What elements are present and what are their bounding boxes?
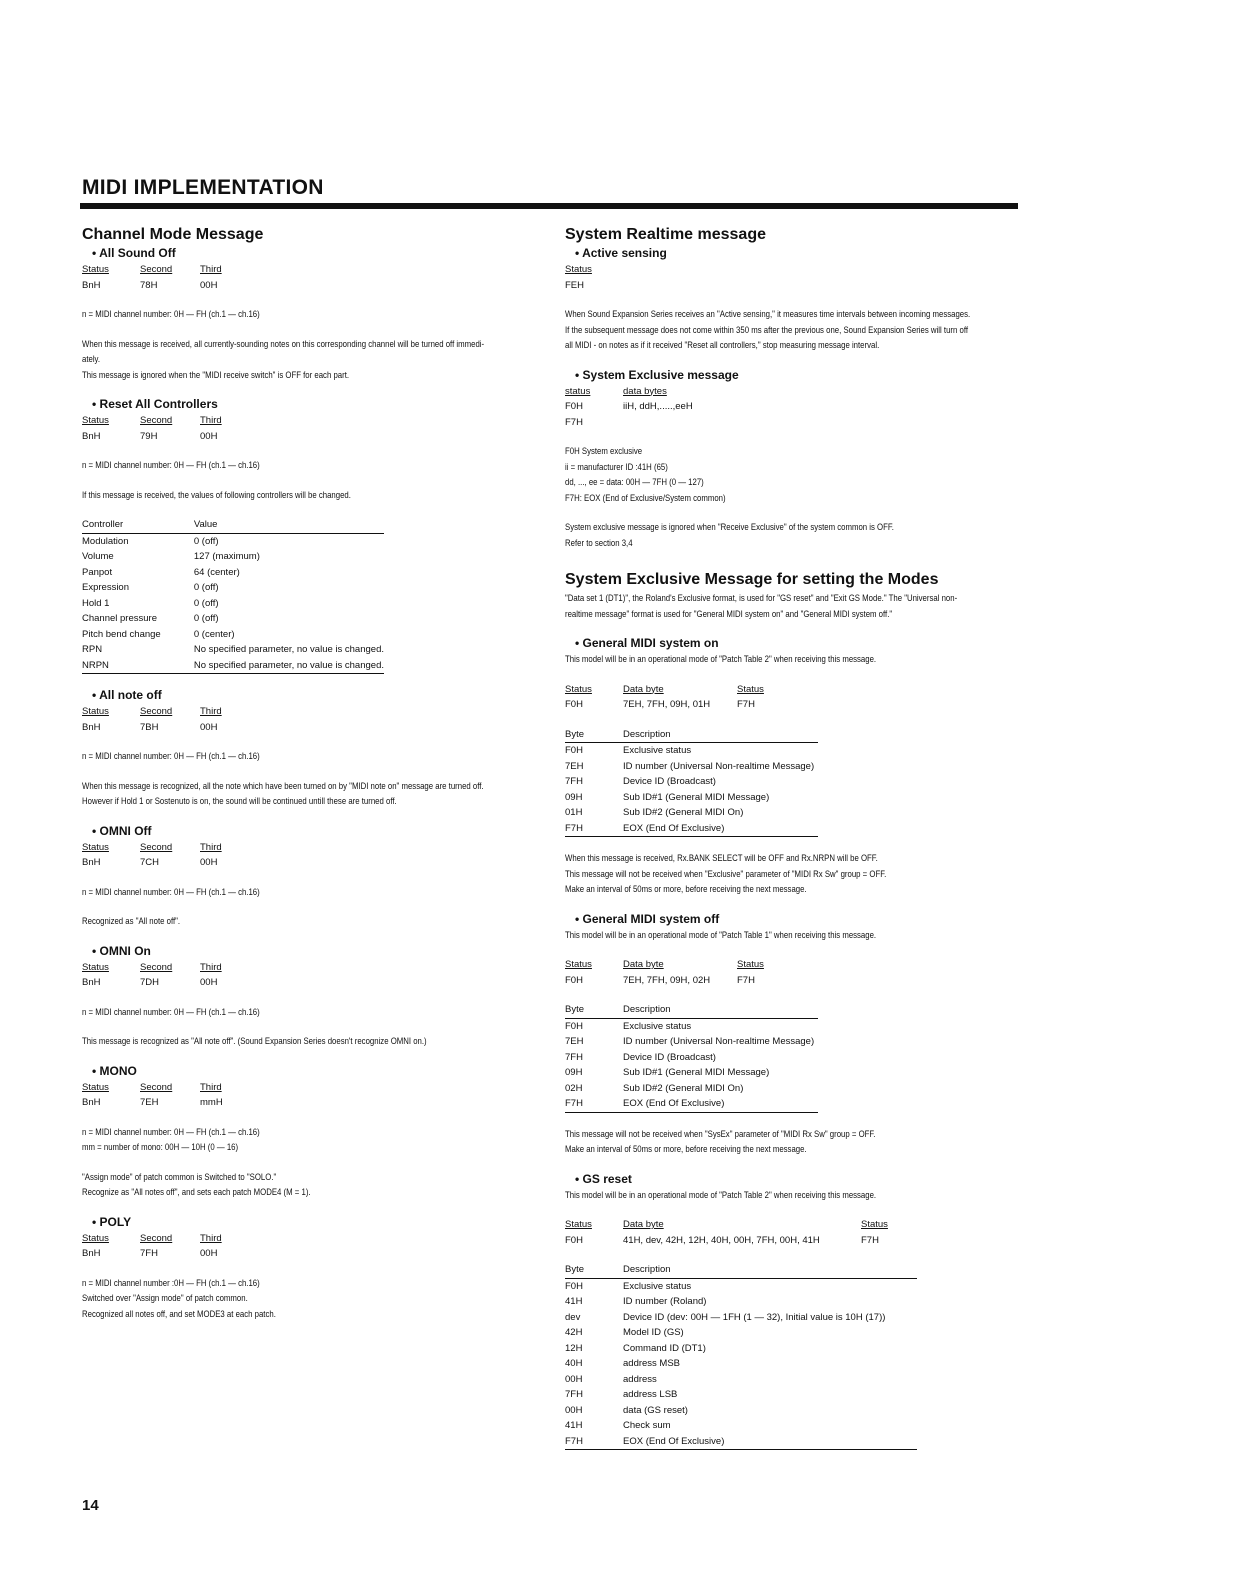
value-status: BnH: [82, 977, 101, 988]
value-second: 7BH: [140, 721, 159, 733]
col-status: Status: [737, 683, 764, 695]
value-third: mmH: [200, 1097, 223, 1108]
table-row: F0H Exclusive status: [565, 1280, 692, 1292]
col-data-byte: Data byte: [623, 959, 664, 970]
col-value: Value: [194, 517, 384, 533]
gm-on-message-table: [565, 682, 764, 713]
table-row: 42H Model ID (GS): [565, 1327, 684, 1338]
table-row: 09H Sub ID#1 (General MIDI Message): [565, 1067, 770, 1078]
mono-table: [82, 1080, 223, 1111]
value-second: 7DH: [140, 977, 160, 988]
value-status: BnH: [82, 1248, 101, 1259]
poly-table: [82, 1231, 222, 1262]
col-description: Description: [623, 1002, 818, 1018]
col-byte: Byte: [565, 1002, 623, 1018]
col-byte: Byte: [565, 727, 623, 743]
gm-off-message-table: [565, 957, 764, 988]
table-row: 7FH Device ID (Broadcast): [565, 776, 716, 787]
gm-off-title: • General MIDI system off: [575, 911, 720, 926]
channel-note: n = MIDI channel number: 0H — FH (ch.1 — ch.16): [82, 751, 260, 762]
value-third: 00H: [200, 430, 218, 442]
page-title: MIDI IMPLEMENTATION: [82, 176, 324, 199]
paragraph: This model will be in an operational mode of "Patch Table 1" when receiving this message.: [565, 929, 877, 941]
value-status: F7H: [737, 699, 755, 710]
reset-all-controllers-table: [82, 413, 222, 444]
paragraph: Recognized all notes off, and set MODE3 at each patch.: [82, 1308, 276, 1320]
col-third: Third: [200, 706, 222, 717]
col-second: Second: [140, 1081, 173, 1093]
omni-on-table: [82, 960, 222, 991]
table-row: 00H address: [565, 1373, 657, 1385]
channel-mode-heading: Channel Mode Message: [82, 226, 264, 243]
col-third: Third: [200, 1081, 222, 1093]
table-row: 02H Sub ID#2 (General MIDI On): [565, 1082, 744, 1094]
value-third: 00H: [200, 1248, 218, 1259]
col-data-byte: Data byte: [623, 1219, 664, 1230]
title-rule: [80, 203, 1018, 209]
legend-line: F0H System exclusive: [565, 446, 643, 457]
col-description: Description: [623, 1262, 917, 1278]
col-third: Third: [200, 841, 222, 853]
modes-heading: System Exclusive Message for setting the Modes: [565, 571, 939, 588]
paragraph: "Assign mode" of patch common is Switched to "SOLO.": [82, 1171, 277, 1183]
table-row: 09H Sub ID#1 (General MIDI Message): [565, 791, 770, 803]
mono-title: • MONO: [92, 1063, 137, 1078]
reset-all-controllers-title: • Reset All Controllers: [92, 397, 218, 411]
paragraph: When this message is recognized, all the note which have been turned on by "MIDI note on" message are turned off.: [82, 780, 484, 792]
value-third: 00H: [200, 977, 218, 988]
col-status: Status: [82, 1081, 109, 1093]
col-second: Second: [140, 841, 173, 853]
paragraph: When Sound Expansion Series receives an "Active sensing," it measures time intervals between incoming messages.: [565, 309, 971, 320]
table-row: 12H Command ID (DT1): [565, 1342, 706, 1354]
paragraph: This model will be in an operational mode of "Patch Table 2" when receiving this message.: [565, 1189, 877, 1201]
table-row: Expression 0 (off): [82, 582, 219, 593]
value-status: F0H: [565, 699, 583, 710]
left-column: [82, 226, 537, 1322]
sysex-title: • System Exclusive message: [575, 367, 739, 382]
paragraph: This message is ignored when the "MIDI receive switch" is OFF for each part.: [82, 369, 350, 381]
col-status: Status: [82, 841, 109, 853]
table-row: 41H Check sum: [565, 1420, 671, 1431]
col-status: Status: [565, 264, 592, 275]
value-status: F7H: [861, 1234, 879, 1246]
col-third: Third: [200, 415, 222, 426]
col-second: Second: [140, 415, 173, 426]
channel-note: n = MIDI channel number: 0H — FH (ch.1 — ch.16): [82, 1126, 260, 1138]
col-byte: Byte: [565, 1262, 623, 1278]
table-row: 7FH Device ID (Broadcast): [565, 1051, 716, 1063]
paragraph: When this message is received, Rx.BANK SELECT will be OFF and Rx.NRPN will be OFF.: [565, 853, 878, 864]
poly-title: • POLY: [92, 1214, 132, 1229]
paragraph: Make an interval of 50ms or more, before receiving the next message.: [565, 884, 807, 895]
paragraph: realtime message" format is used for "General MIDI system on" and "General MIDI system off.": [565, 608, 893, 620]
value-second: 7CH: [140, 857, 160, 868]
value-status: F7H: [737, 974, 755, 986]
paragraph: This model will be in an operational mode of "Patch Table 2" when receiving this message.: [565, 654, 877, 665]
all-sound-off-table: [82, 262, 222, 293]
col-status: Status: [82, 264, 109, 275]
value-data: [623, 415, 713, 431]
col-status: Status: [565, 1219, 592, 1230]
col-status: Status: [737, 959, 764, 970]
legend-line: ii = manufacturer ID :41H (65): [565, 461, 668, 473]
value-status: F7H: [565, 416, 583, 428]
table-row: F0H Exclusive status: [565, 1020, 692, 1032]
active-sensing-title: • Active sensing: [575, 246, 667, 260]
table-row: Panpot 64 (center): [82, 566, 240, 578]
controller-value-table: [82, 517, 384, 674]
omni-off-title: • OMNI Off: [92, 823, 152, 838]
legend-line: dd, ..., ee = data: 00H — 7FH (0 — 127): [565, 477, 704, 488]
col-status: Status: [565, 959, 592, 970]
mono-note: mm = number of mono: 00H — 10H (0 — 16): [82, 1142, 239, 1153]
col-status: Status: [82, 415, 109, 426]
paragraph: If the subsequent message does not come within 350 ms after the previous one, Sound Expansion Series will turn off: [565, 324, 969, 336]
col-third: Third: [200, 1232, 222, 1244]
col-status: Status: [82, 706, 109, 717]
value-third: 00H: [200, 721, 218, 733]
col-description: Description: [623, 727, 818, 743]
gs-reset-message-table: [565, 1217, 888, 1248]
value-second: 78H: [140, 279, 158, 291]
gm-off-byte-table: [565, 1002, 818, 1113]
value-third: 00H: [200, 279, 218, 291]
col-second: Second: [140, 1232, 173, 1244]
value-data: 41H, dev, 42H, 12H, 40H, 00H, 7FH, 00H, 41H: [623, 1234, 820, 1246]
right-column: [565, 226, 1020, 1450]
value-data: iiH, ddH,.....,eeH: [623, 401, 693, 412]
col-controller: Controller: [82, 517, 194, 533]
value-status: F0H: [565, 1234, 583, 1246]
value-status: FEH: [565, 279, 584, 291]
paragraph: Refer to section 3,4: [565, 537, 633, 549]
channel-note: n = MIDI channel number: 0H — FH (ch.1 — ch.16): [82, 309, 260, 320]
col-second: Second: [140, 264, 173, 275]
table-row: F0H Exclusive status: [565, 745, 692, 756]
channel-note: n = MIDI channel number: 0H — FH (ch.1 — ch.16): [82, 1006, 260, 1018]
col-data-byte: Data byte: [623, 683, 664, 695]
table-row: F7H EOX (End Of Exclusive): [565, 1435, 725, 1447]
paragraph: "Data set 1 (DT1)", the Roland's Exclusive format, is used for "GS reset" and "Exit GS Mode." The "Universal non-: [565, 593, 958, 604]
table-row: 01H Sub ID#2 (General MIDI On): [565, 807, 744, 818]
gm-on-title: • General MIDI system on: [575, 636, 719, 650]
table-row: 7FH address LSB: [565, 1389, 678, 1400]
table-row: Volume 127 (maximum): [82, 551, 260, 562]
value-status: BnH: [82, 721, 101, 733]
value-status: F0H: [565, 401, 583, 412]
channel-note: n = MIDI channel number: 0H — FH (ch.1 — ch.16): [82, 460, 260, 471]
table-row: Modulation 0 (off): [82, 535, 219, 547]
table-row: dev Device ID (dev: 00H — 1FH (1 — 32), Initial value is 10H (17)): [565, 1311, 886, 1323]
value-data: 7EH, 7FH, 09H, 02H: [623, 974, 711, 986]
table-row: 41H ID number (Roland): [565, 1296, 707, 1307]
paragraph: This message will not be received when "SysEx" parameter of "MIDI Rx Sw" group = OFF.: [565, 1128, 876, 1140]
value-status: F0H: [565, 974, 583, 986]
sysex-table: [565, 384, 713, 431]
paragraph: Recognized as "All note off".: [82, 916, 181, 927]
value-second: 79H: [140, 430, 158, 442]
table-row: Pitch bend change 0 (center): [82, 628, 235, 640]
table-row: Hold 1 0 (off): [82, 597, 219, 609]
col-data-bytes: data bytes: [623, 385, 667, 397]
channel-note: n = MIDI channel number :0H — FH (ch.1 — ch.16): [82, 1277, 260, 1289]
col-second: Second: [140, 706, 173, 717]
gm-on-byte-table: [565, 727, 818, 838]
gs-reset-byte-table: [565, 1262, 917, 1450]
omni-on-title: • OMNI On: [92, 943, 151, 958]
channel-note: n = MIDI channel number: 0H — FH (ch.1 — ch.16): [82, 886, 260, 898]
paragraph: Switched over "Assign mode" of patch common.: [82, 1293, 248, 1304]
paragraph: Recognize as "All notes off", and sets each patch MODE4 (M = 1).: [82, 1187, 311, 1198]
paragraph: Make an interval of 50ms or more, before receiving the next message.: [565, 1144, 807, 1155]
paragraph: When this message is received, all currently-sounding notes on this corresponding channel will be turned off immedi-: [82, 338, 485, 350]
table-row: 7EH ID number (Universal Non-realtime Message): [565, 1036, 815, 1047]
value-third: 00H: [200, 857, 218, 868]
table-row: F7H EOX (End Of Exclusive): [565, 822, 725, 834]
legend-line: F7H: EOX (End of Exclusive/System common): [565, 492, 726, 504]
paragraph: If this message is received, the values of following controllers will be changed.: [82, 489, 351, 501]
value-status: BnH: [82, 857, 101, 868]
page-number: 14: [82, 1497, 99, 1514]
paragraph: This message is recognized as "All note off". (Sound Expansion Series doesn't recognize OMNI on.): [82, 1036, 427, 1047]
table-row: RPN No specified parameter, no value is changed.: [82, 644, 384, 655]
table-row: 40H address MSB: [565, 1358, 681, 1369]
paragraph: all MIDI - on notes as if it received "Reset all controllers," stop measuring message interval.: [565, 340, 880, 351]
table-row: Channel pressure 0 (off): [82, 613, 219, 624]
table-row: F7H EOX (End Of Exclusive): [565, 1098, 725, 1109]
value-status: BnH: [82, 430, 101, 442]
value-status: BnH: [82, 1097, 101, 1108]
gs-reset-title: • GS reset: [575, 1171, 632, 1186]
paragraph: However if Hold 1 or Sostenuto is on, the sound will be continued untill these are turned off.: [82, 796, 397, 807]
col-status: Status: [861, 1219, 888, 1230]
table-row: NRPN No specified parameter, no value is changed.: [82, 659, 384, 671]
col-third: Third: [200, 264, 222, 275]
table-row: 7EH ID number (Universal Non-realtime Message): [565, 760, 815, 772]
col-third: Third: [200, 961, 222, 973]
value-second: 7EH: [140, 1097, 159, 1108]
paragraph: ately.: [82, 354, 101, 365]
all-note-off-table: [82, 704, 222, 735]
col-status: Status: [82, 961, 109, 973]
col-status: Status: [565, 683, 592, 695]
paragraph: System exclusive message is ignored when "Receive Exclusive" of the system common is OFF.: [565, 522, 894, 533]
col-second: Second: [140, 961, 173, 973]
table-row: 00H data (GS reset): [565, 1404, 688, 1416]
all-sound-off-title: • All Sound Off: [92, 246, 176, 260]
col-status: Status: [82, 1232, 109, 1244]
col-status: status: [565, 385, 591, 397]
active-sensing-table: [565, 262, 592, 293]
omni-off-table: [82, 840, 222, 871]
value-status: BnH: [82, 279, 101, 291]
system-realtime-heading: System Realtime message: [565, 226, 766, 243]
value-data: 7EH, 7FH, 09H, 01H: [623, 699, 711, 710]
paragraph: This message will not be received when "Exclusive" parameter of "MIDI Rx Sw" group = OFF.: [565, 868, 887, 880]
all-note-off-title: • All note off: [92, 688, 162, 702]
value-second: 7FH: [140, 1248, 158, 1259]
